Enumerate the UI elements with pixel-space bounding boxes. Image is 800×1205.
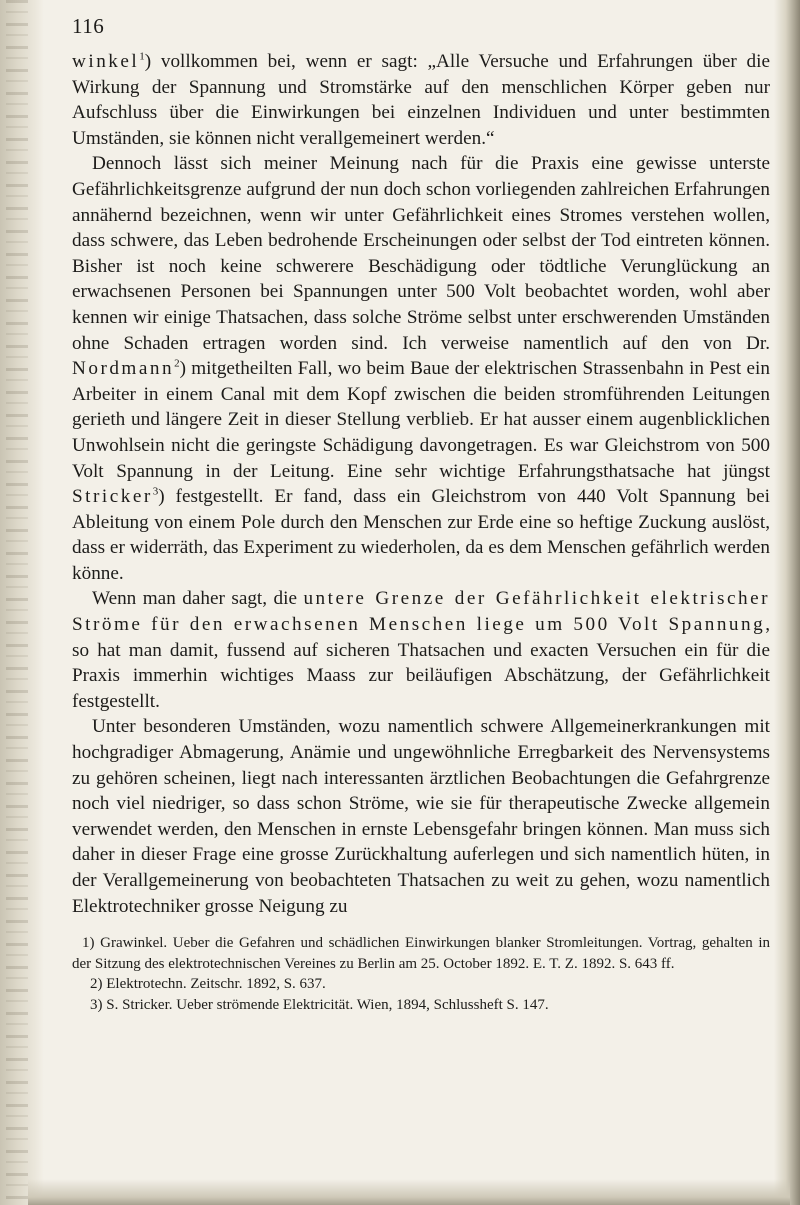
text-run: ) mitgetheilten Fall, wo beim Baue der elektrischen Strassenbahn in Pest ein Arbeiter in einem Canal mit dem Kopf zwischen die beiden stromführenden Leitungen gerieth und längere Zeit in dieser Stellung verblieb. Er hat ausser einem augenblicklichen Unwohlsein nicht die geringste Schädigung davongetragen. Es war Gleichstrom von 500 Volt Spannung in der Leitung. Eine sehr wichtige Erfahrungsthatsache hat jüngst (72, 358, 770, 482)
footnote-ref: 1 (139, 50, 145, 63)
body-text (72, 49, 770, 919)
footnote-ref: 2 (174, 357, 180, 370)
footnote-ref: 3 (152, 485, 159, 498)
footnote-2: 2) Elektrotechn. Zeitschr. 1892, S. 637. (90, 976, 326, 993)
footnote-1: 1) Grawinkel. Ueber die Gefahren und schädlichen Einwirkungen blanker Stromleitungen. Vortrag, gehalten in der Sitzung des elektrotechnischen Vereines zu Berlin am 25. October 1892. E. T. Z. 1892. S. 643 ff. (72, 935, 770, 972)
spaced-text: Stricker (72, 486, 153, 508)
spaced-text: untere Grenze der Gefährlichkeit elektrischer Ströme für den erwachsenen Menschen liege um 500 Volt Spannung (72, 588, 770, 636)
text-run: Unter besonderen Umständen, wozu namentlich schwere Allgemeinerkrankungen mit hochgradiger Abmagerung, Anämie und ungewöhnliche Erregbarkeit des Nervensystems zu gehören scheinen, liegt nach interessanten ärztlichen Beobachtungen die Gefahrgrenze noch viel niedriger, so dass schon Ströme, wie sie für therapeutische Zwecke allgemein verwendet werden, den Menschen in ernste Lebensgefahr bringen können. Man muss sich daher in dieser Frage eine grosse Zurückhaltung auferlegen und sich namentlich hüten, in der Verallgemeinerung von beobachteten Thatsachen zu weit zu gehen, wozu namentlich Elektrotechniker grosse Neigung zu (72, 716, 770, 917)
text-run: Wenn man daher sagt, die (92, 588, 304, 610)
paragraph-1 (72, 49, 770, 151)
spaced-text: winkel (72, 51, 140, 72)
paragraph-2 (72, 151, 770, 586)
page-number: 116 (72, 14, 105, 38)
paragraph-4 (72, 714, 770, 919)
scan-edge-left (0, 0, 44, 1205)
text-run: ) festgestellt. Er fand, dass ein Gleichstrom von 440 Volt Spannung bei Ableitung von einem Pole durch den Menschen zur Erde eine so heftige Zuckung auslöst, dass er widerräth, das Experiment zu wiederholen, da es dem Menschen gefährlich werden könne. (72, 486, 770, 584)
text-run: Dennoch lässt sich meiner Meinung nach für die Praxis eine gewisse unterste Gefährlichkeitsgrenze aufgrund der nun doch schon vorliegenden zahlreichen Erfahrungen annähernd bezeichnen, wenn wir unter Gefährlichkeit eines Stromes verstehen wollen, dass schwere, das Leben bedrohende Erscheinungen oder selbst der Tod eintreten können. Bisher ist noch keine schwerere Beschädigung oder tödtliche Verunglückung an erwachsenen Personen bei Spannungen unter 500 Volt beobachtet worden, wohl aber kennen wir einige Thatsachen, dass solche Ströme selbst unter erschwerenden Umständen ohne Schaden ertragen worden sind. Ich verweise namentlich auf den von Dr. (72, 153, 770, 354)
footnotes (72, 933, 770, 1015)
spaced-text: Nordmann (72, 358, 175, 380)
scan-edge-bottom (28, 1179, 790, 1205)
text-run: ) vollkommen bei, wenn er sagt: „Alle Versuche und Erfahrungen über die Wirkung der Spannung und Stromstärke auf den menschlichen Körper geben nur Aufschluss über die Einwirkungen bei einzelnen Individuen und unter bestimmten Umständen, sie können nicht verallgemeinert werden.“ (72, 51, 770, 149)
paragraph-3 (72, 586, 770, 714)
text-run: , so hat man damit, fussend auf sicheren Thatsachen und exacten Versuchen ein für die Praxis immerhin wichtiges Maass zur beiläufigen Abschätzung, der Gefährlichkeit festgestellt. (72, 614, 770, 712)
book-page (72, 14, 770, 1015)
footnote-3: 3) S. Stricker. Ueber strömende Elektricität. Wien, 1894, Schlussheft S. 147. (90, 996, 549, 1013)
scan-edge-right (774, 0, 800, 1205)
